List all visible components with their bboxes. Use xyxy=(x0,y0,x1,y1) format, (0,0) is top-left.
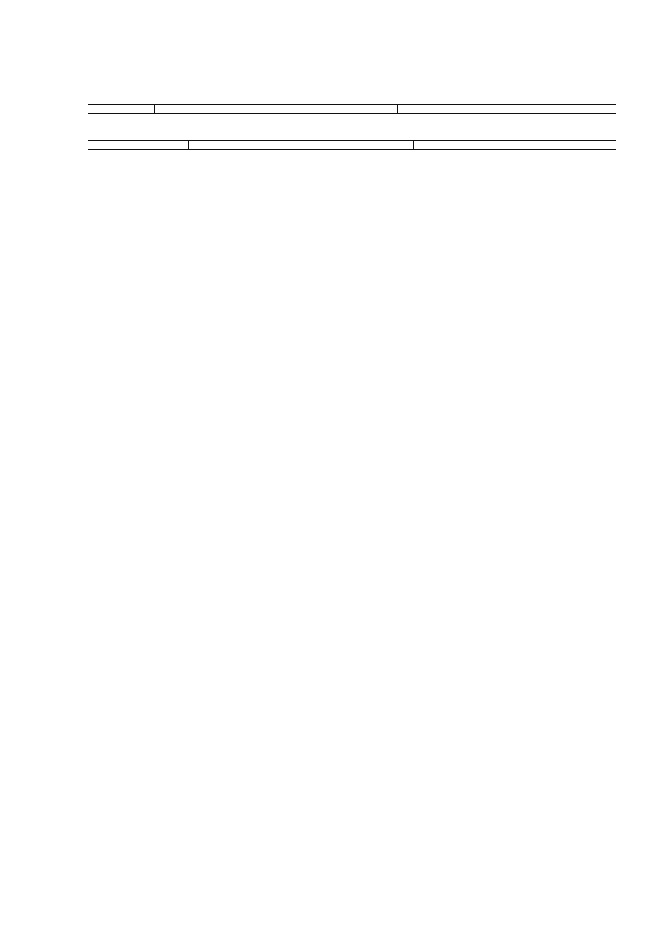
table-2a xyxy=(88,140,616,150)
table-2-group-mass-fraction xyxy=(397,105,616,114)
table-2a-group-mass-fraction xyxy=(414,141,617,150)
table-2 xyxy=(88,104,616,114)
document-body xyxy=(88,96,616,168)
table-2a-group-volumes xyxy=(189,141,414,150)
table-2-col-number xyxy=(88,105,155,114)
table-2a-col-number xyxy=(88,141,189,150)
table-2-group-volumes xyxy=(155,105,398,114)
